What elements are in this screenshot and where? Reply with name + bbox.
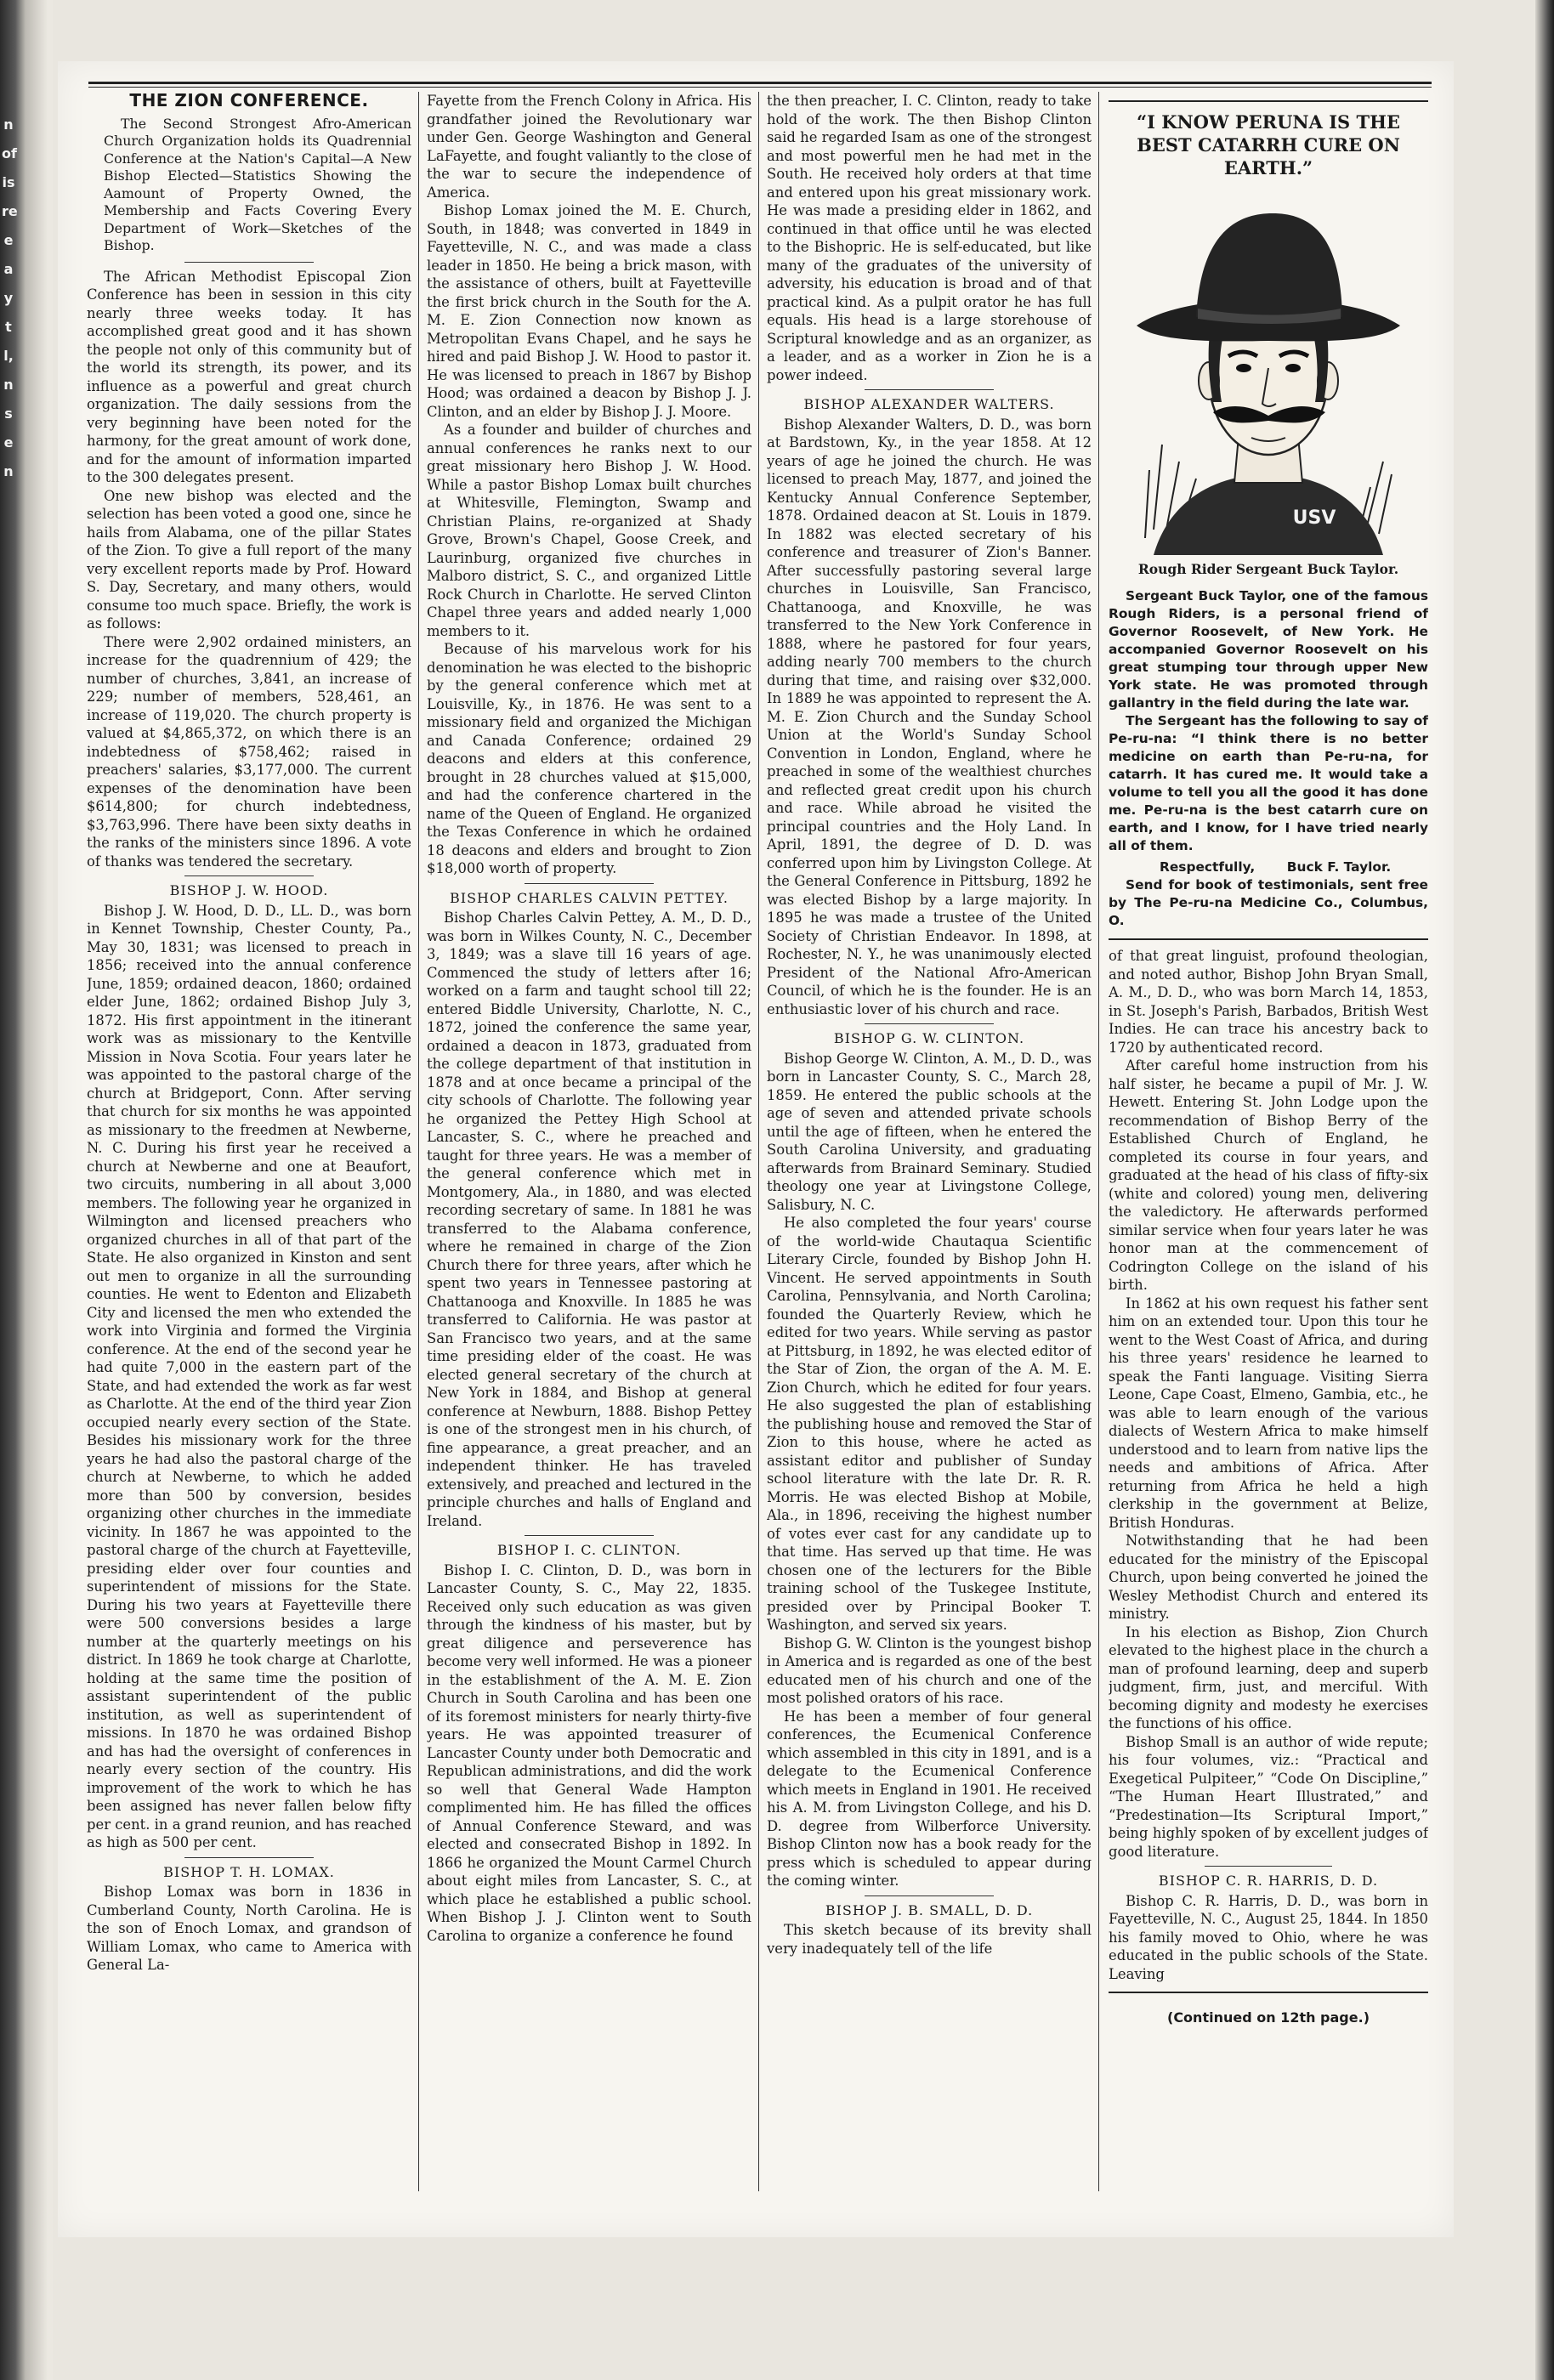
ad-footer [1109,876,1428,930]
paragraph: Fayette from the French Colony in Africa. His grandfather joined the Revolutionary war under Gen. George Washington and General LaFayette, and fought valiantly to the close of the war to secure the independence of America. [427,93,751,201]
portrait-caption: Rough Rider Sergeant Buck Taylor. [1137,561,1399,577]
walters-section [767,416,1092,1019]
fragment-glyph: e [3,232,14,248]
paragraph: Sergeant Buck Taylor, one of the famous Rough Riders, is a personal friend of Governor Roosevelt, of New York. He accompanied Governor Roosevelt on his great stumping tour through upper New York state. He was promoted through gallantry in the field during the late war. [1109,587,1428,711]
fragment-glyph: re [2,203,18,219]
paragraph: The Sergeant has the following to say of Pe-ru-na: “I think there is no better medicine on earth than Pe-ru-na, for catarrh. It has cured me. It would take a volume to tell you all the good it has done me. Pe-ru-na is the best catarrh cure on earth, and I know, for I have tried nearly all of them. [1109,712,1428,853]
continued-notice: (Continued on 12th page.) [1167,2009,1370,2026]
fragment-glyph: is [2,174,15,190]
divider [865,389,995,390]
pettey-section [427,909,751,1530]
paragraph: the then preacher, I. C. Clinton, ready to take hold of the work. The then Bishop Clinton said he regarded Isam as one of the strongest and most powerful men he had met in the South. He received holy orders at that time and entered upon his great missionary work. He was made a presiding elder in 1862, and continued in that office until he was elected to the Bishopric. He is self-educated, but like many of the graduates of the university of adversity, his education is broad and of that practical kind. As a pulpit orator he has full equals. His head is a large storehouse of Scriptural knowledge and as an organizer, as a leader, and as a worker in Zion he is a power indeed. [767,93,1092,383]
paragraph: Bishop I. C. Clinton, D. D., was born in Lancaster County, S. C., May 22, 1835. Received only such education as was given through the kindness of his master, but by great diligence and perseverence has become very well informed. He was a pioneer in the establishment of the A. M. E. Zion Church in South Carolina and has been one of its foremost ministers for nearly thirty-five years. He was appointed treasurer of Lancaster County under both Democratic and Republican administrations, and did the work so well that General Wade Hampton complimented him. He has filled the offices of Annual Conference Steward, and was elected and consecrated Bishop in 1892. In 1866 he organized the Mount Carmel Church about eight miles from Lancaster, S. C., at which place he established a public school. When Bishop J. J. Clinton went to South Carolina to organize a conference he found [427,1561,751,1944]
section-heading-lomax: BISHOP T. H. LOMAX. [163,1863,335,1880]
paragraph: In 1862 at his own request his father sent him on an extended tour. Upon this tour he went to the West Coast of Africa, and during his three years' residence he learned to speak the Fanti language. Visiting Sierra Leone, Cape Coast, Elmeno, Gambia, etc., he was able to learn enough of the various dialects of Western Africa to make himself understood and to learn from native lips the needs and ambitions of Africa. After returning from Africa he held a high clerkship in the government at Belize, British Honduras. [1109,1295,1428,1531]
divider [184,262,315,263]
paragraph: Because of his marvelous work for his denomination he was elected to the bishopric by the general conference which met at Louisville, Ky., in 1876. He was sent to a missionary field and organized the Michigan and Canada Conference; ordained 29 deacons and elders at this conference, brought in 28 churches valued at $15,000, and had the conference chartered in the name of the Queen of England. He organized the Texas Conference in which he ordained 18 deacons and elders and brought to Zion $18,000 worth of property. [427,641,751,876]
fragment-glyph: s [4,405,13,422]
paragraph: Bishop Charles Calvin Pettey, A. M., D. D., was born in Wilkes County, N. C., December 3, 1849; was a slave till 16 years of age. Commenced the study of letters after 16; worked on a farm and taught school till 22; entered Biddle University, Charlotte, N. C., 1872, joined the conference the same year, ordained a deacon in 1873, graduated from the college department of that institution in 1878 and at once became a principal of the city schools of Charlotte. The following year he organized the Pettey High School at Lancaster, S. C., where he preached and taught for three years. He was a member of the general conference which met in Montgomery, Ala., in 1880, and was elected recording secretary of same. In 1881 he was transferred to the Alabama conference, where he remained in charge of the Zion Church there for three years, after which he spent two years in Tennessee pastoring at Chattanooga and Knoxville. In 1885 he was transferred to California. He was pastor at San Francisco two years, and at the same time presiding elder of the coast. He was elected general secretary of the church at New York in 1884, and Bishop at general conference at Newburn, 1888. Bishop Pettey is one of the strongest men in his church, of fine appearance, a great preacher, and an independent thinker. He has traveled extensively, and preached and lectured in the principle churches and halls of England and Ireland. [427,910,751,1529]
advertisement-headline: “I KNOW PERUNA IS THE BEST CATARRH CURE ON EARTH.” [1137,111,1400,178]
ad-footer-text: Send for book of testimonials, sent free by The Pe-ru-na Medicine Co., Columbus, O. [1109,877,1428,928]
section-heading-harris: BISHOP C. R. HARRIS, D. D. [1158,1873,1379,1889]
newspaper-page [58,61,1454,2237]
fragment-glyph: y [3,290,14,306]
paragraph: After careful home instruction from his half sister, he became a pupil of Mr. J. W. Hewett. Entering St. John Lodge upon the recommendation of Bishop Berry of the Established Church of England, he completed its course in four years, and graduated at the head of his class of fifty-six (white and colored) young men, delivering the valedictory. He afterwards performed similar service when four years later he was honor man at the commencement of Codrington College on the island of his birth. [1109,1057,1428,1293]
clinton-ic-continued [767,92,1092,384]
page-edge-shadow [1535,0,1554,2380]
end-rule [1109,1992,1428,1993]
divider [525,883,655,884]
small-section [767,1921,1092,1958]
paragraph: Bishop Alexander Walters, D. D., was born at Bardstown, Ky., in the year 1858. At 12 years of age he joined the church. He was licensed to preach May, 1877, and joined the Kentucky Annual Conference September, 1878. Ordained deacon at St. Louis in 1879. In 1882 was elected secretary of his conference and treasurer of Zion's Banner. After successfully pastoring several large churches in Louisville, San Francisco, Chattanooga, and Knoxville, he was transferred to the New York Conference in 1888, where he pastored for four years, adding nearly 700 members to the church during that time, and raising over $32,000. In 1889 he was appointed to represent the A. M. E. Zion Church and the Sunday School Union at the World's Sunday School Convention in London, England, where he preached in some of the wealthiest churches and reflected great credit upon his church and race. While abroad he visited the principal countries and the Holy Land. In April, 1891, the degree of D. D. was conferred upon him by Livingston College. At the General Conference in Pittsburg, 1892 he was elected Bishop by a large majority. In 1895 he was made a trustee of the United Society of Christian Endeavor. In 1898, at Rochester, N. Y., he was unanimously elected President of the National Afro-American Council, of which he is the founder. He is an enthusiastic lover of his church and race. [767,416,1092,1017]
top-rule [88,82,1432,88]
lomax-continued [427,92,751,878]
paragraph: Bishop C. R. Harris, D. D., was born in Fayetteville, N. C., August 25, 1844. In 1850 his family moved to Ohio, where he was educated in the public schools of the State. Leaving [1109,1892,1428,1982]
paragraph: Bishop Lomax was born in 1836 in Cumberland County, North Carolina. He is the son of Enoch Lomax, and grandson of William Lomax, who came to America with General La- [87,1884,411,1973]
fragment-glyph: a [3,261,14,277]
clinton-ic-section [427,1561,751,1946]
ad-signature-line [1109,858,1428,877]
ad-top-rule [1109,100,1428,102]
paragraph: He has been a member of four general conferences, the Ecumenical Conference which assembled in this city in 1891, and is a delegate to the Ecumenical Conference which meets in England in 1901. He received his A. M. from Livingston College, and his D. D. degree from Wilberforce University. Bishop Clinton now has a book ready for the press which is scheduled to appear during the coming winter. [767,1708,1092,1889]
paragraph: Bishop J. W. Hood, D. D., LL. D., was born in Kennet Township, Chester County, Pa., May 30, 1831; was licensed to preach in 1856; received into the annual conference June, 1859; ordained deacon, 1860; ordained elder June, 1862; ordained Bishop July 3, 1872. His first appointment in the itinerant work was as missionary to the Kentville Mission in Nova Scotia. Four years later he was appointed to the pastoral charge of the church at Bridgeport, Conn. After serving that church for six months he was appointed as missionary to the freedmen at Newberne, N. C. During his first year he received a church at Newberne and one at Beaufort, two circuits, numbering in all about 3,000 members. The following year he organized in Wilmington and licensed preachers who organized churches in all of that part of the State. He also organized in Kinston and sent out men to organize in all the surrounding counties. He went to Edenton and Elizabeth City and licensed the men who extended the work into Virginia and formed the Virginia conference. At the end of the second year he had quite 7,000 in the eastern part of the State, and had extended the work as far west as Charlotte. At the end of the third year Zion occupied nearly every section of the State. Besides his missionary work for the three years he had also the pastoral charge of the church at Newberne, to which he added more than 500 by conversion, besides organizing other churches in the immediate vicinity. In 1867 he was appointed to the pastoral charge of the church at Fayetteville, presiding elder over four counties and superintendent of missions for the State. During his two years at Fayetteville there were 500 conversions besides a large number at the quarterly meetings on his district. In 1869 he took charge at Charlotte, holding at the same time the position of assistant superintendent of the public institution, as well as superintendent of missions. In 1870 he was ordained Bishop and has had the oversight of conferences in nearly every section of the country. His improvement of the work to which he has been assigned has never fallen below fifty per cent. in a grand reunion, and has reached as high as 500 per cent. [87,902,411,1850]
paragraph: Bishop Small is an author of wide repute; his four volumes, viz.: “Practical and Exegetical Pulpiteer,” “Code On Discipline,” “The Human Heart Illustrated,” and “Predestination—Its Scriptural Import,” being highly spoken of by excellent judges of good literature. [1109,1733,1428,1860]
paragraph: There were 2,902 ordained ministers, an increase for the quadrennium of 429; the number of churches, 3,841, an increase of 229; number of members, 528,461, an increase of 119,020. The church property is valued at $4,865,372, on which there is an indebtedness of $758,462; raised in preachers' salaries, $3,177,000. The current expenses of the denomination have been $614,800; for church indebtedness, $3,763,996. There have been sixty deaths in the ranks of the ministers since 1896. A vote of thanks was tendered the secretary. [87,633,411,870]
intro-section [87,268,411,871]
paragraph: In his election as Bishop, Zion Church elevated to the highest place in the church a man of profound learning, deep and superb judgment, firm, just, and merciful. With becoming dignity and modesty he exercises the functions of his office. [1109,1624,1428,1731]
column-rule [758,92,759,2191]
column-3 [767,92,1092,2217]
rough-rider-portrait [1128,190,1409,555]
column-2 [427,92,751,2217]
fragment-glyph: t [5,319,12,335]
paragraph: This sketch because of its brevity shall very inadequately tell of the life [767,1922,1092,1957]
adjacent-page-fragment [2,110,18,486]
harris-section [1109,1892,1428,1984]
article-deck: The Second Strongest Afro-American Church Organization holds its Quadrennial Conference at the Nation's Capital—A New Bishop Elected—Statistics Showing the Aamount of Property Owned, the Membership and Facts Covering Every Department of Work—Sketches of the Bishop. [104,115,411,253]
divider [525,1535,655,1536]
column-rule [418,92,419,2191]
gw-clinton-section [767,1050,1092,1890]
divider [184,1857,315,1858]
binding-gutter [0,0,53,2380]
section-heading-clinton-ic: BISHOP I. C. CLINTON. [496,1542,682,1558]
small-continued [1109,947,1428,1861]
section-heading-walters: BISHOP ALEXANDER WALTERS. [803,396,1055,412]
column-1 [87,92,411,2217]
paragraph: The African Methodist Episcopal Zion Conference has been in session in this city nearly three weeks today. It has accomplished great good and it has shown the people not only of this community but of the world its strength, its power, and its influence as a powerful and great church organization. The daily sessions from the very beginning have been noted for the harmony, for the great amount of work done, and for the amount of information imparted to the 300 delegates present. [87,268,411,485]
paragraph: He also completed the four years' course of the world-wide Chautaqua Scientific Literary Circle, founded by Bishop John H. Vincent. He served appointments in South Carolina, Pennsylvania, and North Carolina; founded the Quarterly Review, which he edited for two years. While serving as pastor at Pittsburg, in 1892, he was elected editor of the Star of Zion, the organ of the A. M. E. Zion Church, which he edited for four years. He also suggested the plan of establishing the publishing house and removed the Star of Zion to this house, where he acted as assistant editor and publisher of Sunday school literature with the late Dr. R. R. Morris. He was elected Bishop at Mobile, Ala., in 1896, receiving the highest number of votes ever cast for any candidate up to that time. Has served up that time. He was chosen one of the lecturers for the Bible training school of the Tuskegee Institute, presided over by Principal Booker T. Washington, and served six years. [767,1215,1092,1633]
ad-signature: Buck F. Taylor. [1286,858,1392,875]
paragraph: Bishop George W. Clinton, A. M., D. D., was born in Lancaster County, S. C., March 28, 1859. He entered the public schools at the age of seven and attended private schools until the age of fifteen, when he entered the South Carolina University, and graduating afterwards from Brainard Seminary. Studied theology one year at Livingstone College, Salisbury, N. C. [767,1050,1092,1213]
ad-closing: Respectfully, [1160,858,1256,875]
paragraph: Bishop G. W. Clinton is the youngest bishop in America and is regarded as one of the best educated men of his church and one of the most polished orators of his race. [767,1635,1092,1706]
lomax-section [87,1883,411,1975]
section-heading-pettey: BISHOP CHARLES CALVIN PETTEY. [450,889,729,906]
section-heading-small: BISHOP J. B. SMALL, D. D. [825,1901,1034,1918]
paragraph: One new bishop was elected and the selection has been voted a good one, since he hails from Alabama, one of the pillar States of the Zion. To give a full report of the many very excellent reports made by Prof. Howard S. Day, Secretary, and many others, would consume too much space. Briefly, the work is as follows: [87,487,411,632]
fragment-glyph: n [3,116,14,133]
divider [865,1023,995,1024]
fragment-glyph: of [2,145,17,162]
paragraph: As a founder and builder of churches and annual conferences he ranks next to our great missionary hero Bishop J. W. Hood. While a pastor Bishop Lomax built churches at Whitesville, Flemington, Swamp and Christian Plains, re-organized at Shady Grove, Brown's Chapel, Goose Creek, and Laurinburg, organized five churches in Malboro district, S. C., and organized Little Rock Church in Charlotte. He served Clinton Chapel three years and added nearly 1,000 members to it. [427,422,751,639]
fragment-glyph: n [3,377,14,393]
fragment-glyph: e [3,434,14,450]
section-heading-gw-clinton: BISHOP G. W. CLINTON. [833,1030,1025,1046]
article-headline: THE ZION CONFERENCE. [129,92,369,110]
fragment-glyph: n [3,463,14,479]
paragraph: Bishop Lomax joined the M. E. Church, South, in 1848; was converted in 1849 in Fayetteville, N. C., and was made a class leader in 1850. He being a brick mason, with the assistance of others, built at Fayetteville the first brick church in the South for the A. M. E. Zion Connection now known as Metropolitan Evans Chapel, and he says he hired and paid Bishop J. W. Hood to pastor it. He was licensed to preach in 1867 by Bishop Hood; was ordained a deacon by Bishop J. J. Clinton, and an elder by Bishop J. J. Moore. [427,202,751,420]
column-rule [1098,92,1099,2191]
advertisement-body [1109,587,1428,855]
fragment-glyph: l, [3,348,14,364]
section-heading-hood: BISHOP J. W. HOOD. [169,882,329,898]
paragraph: Notwithstanding that he had been educated for the ministry of the Episcopal Church, upon being converted he joined the Wesley Methodist Church and entered its ministry. [1109,1533,1428,1622]
column-4 [1109,92,1428,2217]
paragraph: of that great linguist, profound theologian, and noted author, Bishop John Bryan Small, A. M., D. D., who was born March 14, 1853, in St. Joseph's Parish, Barbados, British West Indies. He can trace his ancestry back to 1720 by authenticated record. [1109,948,1428,1056]
hood-section [87,902,411,1852]
collar-insignia: USV [1292,507,1336,529]
divider [1205,1866,1332,1867]
ad-bottom-rule [1109,938,1428,940]
